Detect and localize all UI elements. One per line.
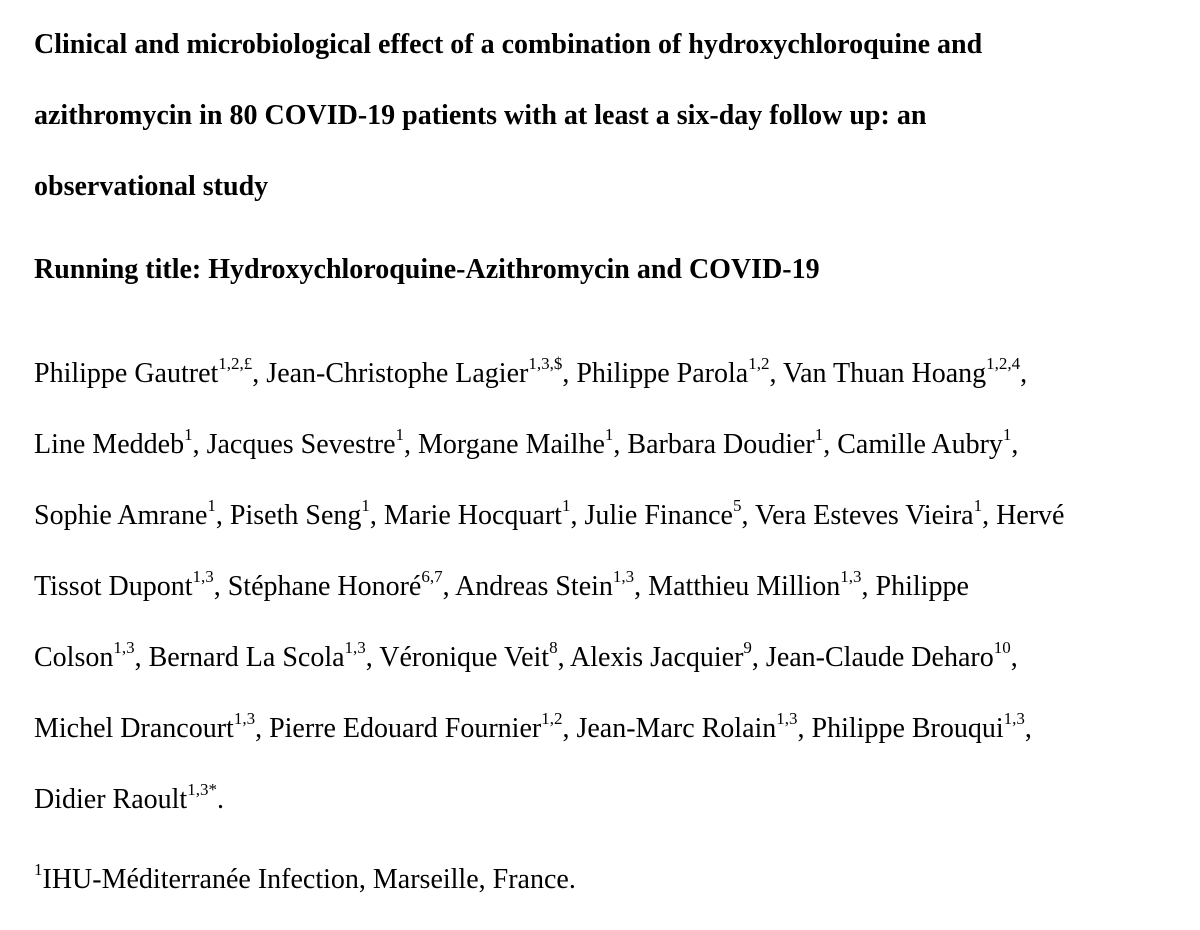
author-affiliation-marker: 1,3* bbox=[187, 779, 217, 799]
author-affiliation-marker: 1 bbox=[973, 495, 983, 515]
title-line: observational study bbox=[34, 171, 269, 202]
author bbox=[266, 353, 577, 389]
author-affiliation-marker: 1,2,4 bbox=[986, 353, 1021, 373]
author-name: Alexis Jacquier bbox=[570, 642, 744, 673]
author-name: Jean-Claude Deharo bbox=[765, 642, 994, 673]
author-affiliation-marker: 1,3 bbox=[612, 566, 635, 586]
author-affiliation-marker: 1 bbox=[207, 495, 216, 515]
author-name: Pierre Edouard Fournier bbox=[269, 713, 542, 744]
author bbox=[570, 637, 766, 673]
author-name: Stéphane Honoré bbox=[227, 571, 422, 602]
author-separator: , bbox=[1020, 358, 1028, 389]
author-affiliation-marker: 1 bbox=[604, 424, 614, 444]
author-affiliation-marker: 1,2 bbox=[541, 708, 563, 728]
author bbox=[648, 566, 876, 602]
author bbox=[418, 424, 628, 460]
author bbox=[34, 353, 267, 389]
author-name: Véronique Veit bbox=[379, 642, 550, 673]
author bbox=[811, 708, 1032, 744]
paper-title bbox=[34, 10, 1184, 223]
author-affiliation-marker: 1,3 bbox=[113, 637, 135, 657]
author bbox=[576, 708, 812, 744]
author-line bbox=[34, 764, 1184, 835]
author bbox=[576, 353, 783, 389]
author-name: Tissot Dupont bbox=[34, 571, 193, 602]
author-line bbox=[34, 693, 1184, 764]
affiliation-text: IHU-Méditerranée Infection, Marseille, France. bbox=[42, 864, 576, 895]
author-separator: , bbox=[570, 500, 585, 531]
author-name: Julie Finance bbox=[584, 500, 733, 531]
author-affiliation-marker: 9 bbox=[743, 637, 752, 657]
author bbox=[34, 708, 270, 744]
author-name: Piseth Seng bbox=[229, 500, 362, 531]
author-separator: , bbox=[255, 713, 270, 744]
author-name: Philippe Parola bbox=[576, 358, 749, 389]
author bbox=[584, 495, 755, 531]
author-line bbox=[34, 409, 1184, 480]
author-affiliation-marker: 1 bbox=[814, 424, 824, 444]
author-separator: . bbox=[216, 784, 224, 815]
author-list bbox=[34, 338, 1184, 835]
author-separator: , bbox=[442, 571, 456, 602]
author-affiliation-marker: 1,3 bbox=[776, 708, 798, 728]
author bbox=[996, 500, 1064, 531]
author-separator: , bbox=[369, 500, 384, 531]
author bbox=[229, 495, 384, 531]
author-name: Philippe bbox=[875, 571, 969, 602]
author-separator: , bbox=[404, 429, 418, 460]
author-separator: , bbox=[215, 500, 230, 531]
author-affiliation-marker: 10 bbox=[993, 637, 1011, 657]
author-affiliation-marker: 8 bbox=[549, 637, 558, 657]
author bbox=[379, 637, 571, 673]
author-line bbox=[34, 622, 1184, 693]
author-affiliation-marker: 1 bbox=[184, 424, 193, 444]
author-separator: , bbox=[213, 571, 228, 602]
author-separator: , bbox=[823, 429, 838, 460]
title-line: azithromycin in 80 COVID-19 patients with at least a six-day follow up: an bbox=[34, 100, 927, 131]
author bbox=[227, 566, 456, 602]
author-name: Michel Drancourt bbox=[34, 713, 234, 744]
author-affiliation-marker: 1,3 bbox=[344, 637, 366, 657]
author bbox=[34, 779, 224, 815]
title-line: Clinical and microbiological effect of a combination of hydroxychloroquine and bbox=[34, 29, 983, 60]
author-name: Sophie Amrane bbox=[34, 500, 208, 531]
author-separator: , bbox=[562, 358, 577, 389]
author bbox=[876, 571, 969, 602]
author-name: Hervé bbox=[996, 500, 1065, 531]
author-affiliation-marker: 1,3 bbox=[233, 708, 256, 728]
author-affiliation-marker: 6,7 bbox=[421, 566, 443, 586]
author bbox=[148, 637, 380, 673]
author-separator: , bbox=[797, 713, 812, 744]
author-name: Philippe Gautret bbox=[34, 358, 219, 389]
author-affiliation-marker: 1,2,£ bbox=[218, 353, 253, 373]
author-name: Didier Raoult bbox=[34, 784, 188, 815]
author-line bbox=[34, 480, 1184, 551]
affiliation bbox=[34, 858, 576, 902]
author-name: Line Meddeb bbox=[34, 429, 185, 460]
author-separator: , bbox=[1011, 429, 1019, 460]
author-affiliation-marker: 1 bbox=[395, 424, 404, 444]
author-separator: , bbox=[134, 642, 149, 673]
author bbox=[269, 708, 577, 744]
author-separator: , bbox=[751, 642, 766, 673]
author-name: Colson bbox=[34, 642, 114, 673]
author-separator: , bbox=[741, 500, 755, 531]
author bbox=[34, 566, 228, 602]
author-separator: , bbox=[192, 429, 207, 460]
author bbox=[383, 495, 585, 531]
author-name: Barbara Doudier bbox=[627, 429, 815, 460]
author-line bbox=[34, 551, 1184, 622]
author-affiliation-marker: 5 bbox=[732, 495, 742, 515]
author-name: Andreas Stein bbox=[455, 571, 613, 602]
author-name: Philippe Brouqui bbox=[811, 713, 1004, 744]
author bbox=[754, 495, 997, 531]
author-name: Camille Aubry bbox=[837, 429, 1003, 460]
author-name: Jean-Marc Rolain bbox=[576, 713, 777, 744]
author-affiliation-marker: 1 bbox=[361, 495, 370, 515]
author-affiliation-marker: 1,3 bbox=[192, 566, 214, 586]
author-affiliation-marker: 1,3,$ bbox=[528, 353, 563, 373]
author-name: Vera Esteves Vieira bbox=[754, 500, 974, 531]
affiliation-number: 1 bbox=[34, 859, 43, 879]
author bbox=[455, 566, 649, 602]
author-separator: , bbox=[861, 571, 876, 602]
author-separator: , bbox=[365, 642, 380, 673]
author bbox=[34, 495, 230, 531]
author-separator: , bbox=[557, 642, 571, 673]
author-affiliation-marker: 1,3 bbox=[1003, 708, 1025, 728]
author bbox=[782, 353, 1028, 389]
author-separator: , bbox=[562, 713, 577, 744]
author-affiliation-marker: 1,3 bbox=[840, 566, 862, 586]
author bbox=[34, 424, 207, 460]
running-title: Running title: Hydroxychloroquine-Azithromycin and COVID-19 bbox=[34, 254, 820, 285]
author-name: Jean-Christophe Lagier bbox=[266, 358, 529, 389]
author-separator: , bbox=[1024, 713, 1032, 744]
author-separator: , bbox=[252, 358, 267, 389]
author bbox=[765, 637, 1018, 673]
author-name: Van Thuan Hoang bbox=[782, 358, 987, 389]
author-name: Jacques Sevestre bbox=[206, 429, 396, 460]
author-affiliation-marker: 1 bbox=[1002, 424, 1012, 444]
author-separator: , bbox=[982, 500, 997, 531]
author-separator: , bbox=[634, 571, 649, 602]
author-name: Marie Hocquart bbox=[383, 500, 562, 531]
author-affiliation-marker: 1 bbox=[561, 495, 571, 515]
author-separator: , bbox=[769, 358, 783, 389]
author bbox=[34, 637, 149, 673]
author-name: Bernard La Scola bbox=[148, 642, 345, 673]
author bbox=[837, 424, 1019, 460]
author-separator: , bbox=[1010, 642, 1018, 673]
author bbox=[627, 424, 838, 460]
author-separator: , bbox=[613, 429, 628, 460]
author-line bbox=[34, 338, 1184, 409]
author-affiliation-marker: 1,2 bbox=[748, 353, 770, 373]
author-name: Matthieu Million bbox=[648, 571, 841, 602]
author bbox=[206, 424, 418, 460]
author-name: Morgane Mailhe bbox=[418, 429, 605, 460]
